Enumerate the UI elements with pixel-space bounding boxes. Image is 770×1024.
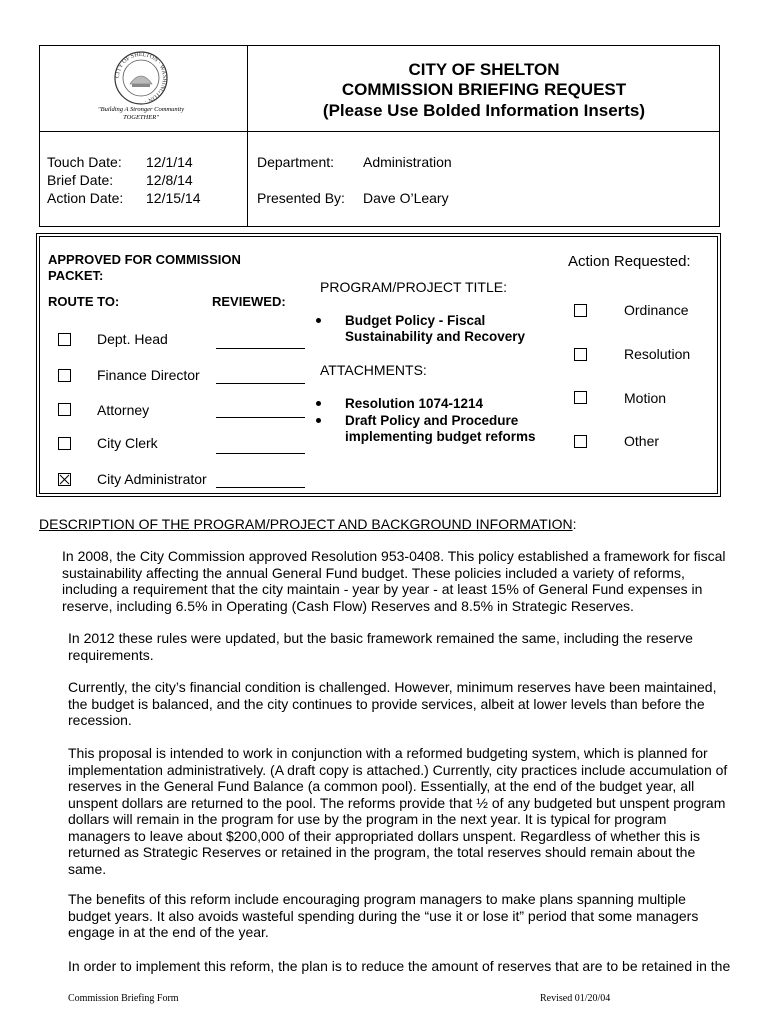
footer-revision: Revised 01/20/04: [540, 993, 611, 1004]
action-checkbox-resolution[interactable]: [574, 348, 587, 361]
touch-date-value: 12/1/14: [146, 154, 193, 170]
brief-date-value: 12/8/14: [146, 172, 193, 188]
description-heading-wrap: [39, 516, 577, 533]
reviewed-line-city-administrator[interactable]: [216, 487, 305, 488]
paragraph-line: sustainability affecting the annual General Fund budget. These policies included a variety of reforms,: [62, 564, 685, 581]
approved-heading-line2: PACKET:: [48, 268, 104, 283]
seal-caption-line2: TOGETHER": [123, 114, 159, 121]
route-checkbox-dept-head[interactable]: [58, 333, 71, 346]
attachment-1: Resolution 1074-1214: [345, 396, 484, 411]
reviewed-line-dept-head[interactable]: [216, 348, 305, 349]
paragraph-line: requirements.: [68, 646, 154, 663]
action-checkbox-ordinance[interactable]: [574, 304, 587, 317]
bullet-icon: [316, 318, 321, 323]
program-title-line2: Sustainability and Recovery: [345, 329, 526, 344]
info-box: [39, 131, 720, 227]
action-checkbox-motion[interactable]: [574, 391, 587, 404]
department-value: Administration: [363, 154, 452, 170]
action-label-motion: Motion: [624, 390, 667, 406]
department-label: Department:: [257, 154, 335, 170]
paragraph-line: managers to leave about $200,000 of their appropriated dollars unspent. Regardless of whether this is: [68, 827, 700, 844]
description-heading-colon: :: [572, 516, 577, 532]
paragraph-5: [68, 891, 698, 941]
route-checkbox-city-clerk[interactable]: [58, 437, 71, 450]
action-date-value: 12/15/14: [146, 190, 201, 206]
action-label-resolution: Resolution: [624, 346, 691, 362]
attachment-2-line2: implementing budget reforms: [345, 429, 536, 444]
page-title-line3: (Please Use Bolded Information Inserts): [322, 101, 646, 120]
route-checkbox-city-administrator[interactable]: [58, 473, 71, 486]
action-label-ordinance: Ordinance: [624, 302, 689, 318]
action-requested-heading: Action Requested:: [568, 253, 691, 270]
paragraph-line: In order to implement this reform, the plan is to reduce the amount of reserves that are to be retained in the: [68, 958, 731, 974]
route-checkbox-finance-director[interactable]: [58, 369, 71, 382]
paragraph-line: same.: [68, 860, 107, 877]
paragraph-line: budget years. It also avoids wasteful spending during the “use it or lose it” period that some managers: [68, 907, 699, 924]
reviewed-line-finance-director[interactable]: [216, 383, 305, 384]
reviewed-line-attorney[interactable]: [216, 417, 305, 418]
presented-by-label: Presented By:: [257, 190, 345, 206]
bullet-icon: [316, 418, 321, 423]
info-divider: [247, 131, 248, 227]
action-label-other: Other: [624, 433, 660, 449]
paragraph-3: [68, 679, 716, 729]
route-label-city-clerk: City Clerk: [97, 435, 158, 451]
brief-date-label: Brief Date:: [47, 172, 114, 188]
paragraph-line: including a requirement that the city maintain - year by year - at least 15% of General Fund expenses in: [62, 581, 703, 597]
footer-form-name: Commission Briefing Form: [68, 993, 179, 1004]
page-title-line2: COMMISSION BRIEFING REQUEST: [341, 80, 627, 99]
paragraph-1: [62, 548, 726, 614]
route-checkbox-attorney[interactable]: [58, 403, 71, 416]
route-label-finance-director: Finance Director: [97, 367, 200, 383]
seal-caption-line1: "Building A Stronger Community: [97, 106, 185, 113]
approved-heading-line1: APPROVED FOR COMMISSION: [48, 252, 241, 267]
paragraph-line: engage in at the end of the year.: [68, 924, 269, 940]
paragraph-line: reserves in the General Fund Balance (a common pool). Essentially, at the end of the budget year, all: [68, 778, 695, 794]
paragraph-6: [68, 958, 730, 975]
program-title-label: PROGRAM/PROJECT TITLE:: [320, 279, 507, 295]
paragraph-line: dollars will remain in the program for use by the program in the next year. It is typical for program: [68, 811, 667, 827]
route-to-label: ROUTE TO:: [48, 294, 120, 309]
route-label-city-administrator: City Administrator: [97, 471, 207, 487]
paragraph-line: implementation administratively. (A draft copy is attached.) Currently, city practices include accumulation of: [68, 761, 728, 778]
page-title-line1: CITY OF SHELTON: [408, 60, 560, 79]
paragraph-line: reserve, including 6.5% in Operating (Cash Flow) Reserves and 8.5% in Strategic Reserves.: [62, 597, 634, 614]
action-checkbox-other[interactable]: [574, 435, 587, 448]
program-title-line1: Budget Policy - Fiscal: [345, 313, 486, 328]
bullet-icon: [316, 401, 321, 406]
paragraph-2: [68, 630, 693, 663]
reviewed-label: REVIEWED:: [212, 294, 286, 309]
paragraph-line: the budget is balanced, and the city continues to provide services, albeit at lower levels than before the: [68, 695, 705, 712]
reviewed-line-city-clerk[interactable]: [216, 453, 305, 454]
paragraph-line: The benefits of this reform include encouraging program managers to make plans spanning multiple: [68, 891, 686, 907]
route-label-dept-head: Dept. Head: [97, 331, 168, 347]
seal-ring-text: CITY OF SHELTON · WASHINGTON ·: [114, 51, 168, 104]
action-date-label: Action Date:: [47, 190, 124, 206]
paragraph-line: This proposal is intended to work in conjunction with a reformed budgeting system, which is planned for: [68, 745, 708, 761]
city-seal-logo: [108, 50, 174, 106]
paragraph-4: [68, 745, 727, 877]
paragraph-line: In 2008, the City Commission approved Resolution 953-0408. This policy established a framework for fiscal: [62, 548, 726, 564]
route-label-attorney: Attorney: [97, 402, 150, 418]
paragraph-line: Currently, the city’s financial condition is challenged. However, minimum reserves have been maintained,: [68, 679, 717, 695]
paragraph-line: unspent dollars are returned to the pool. The reforms provide that ½ of any budgeted but unspent program: [68, 794, 726, 811]
paragraph-line: returned as Strategic Reserves or retained in the program, the total reserves should remain about the: [68, 844, 696, 860]
paragraph-line: recession.: [68, 712, 132, 728]
description-heading: DESCRIPTION OF THE PROGRAM/PROJECT AND BACKGROUND INFORMATION: [39, 516, 573, 532]
attachment-2-line1: Draft Policy and Procedure: [345, 413, 519, 428]
presented-by-value: Dave O’Leary: [363, 190, 449, 206]
touch-date-label: Touch Date:: [47, 154, 122, 170]
paragraph-line: In 2012 these rules were updated, but the basic framework remained the same, including the reserve: [68, 630, 693, 646]
attachments-label: ATTACHMENTS:: [320, 362, 427, 378]
